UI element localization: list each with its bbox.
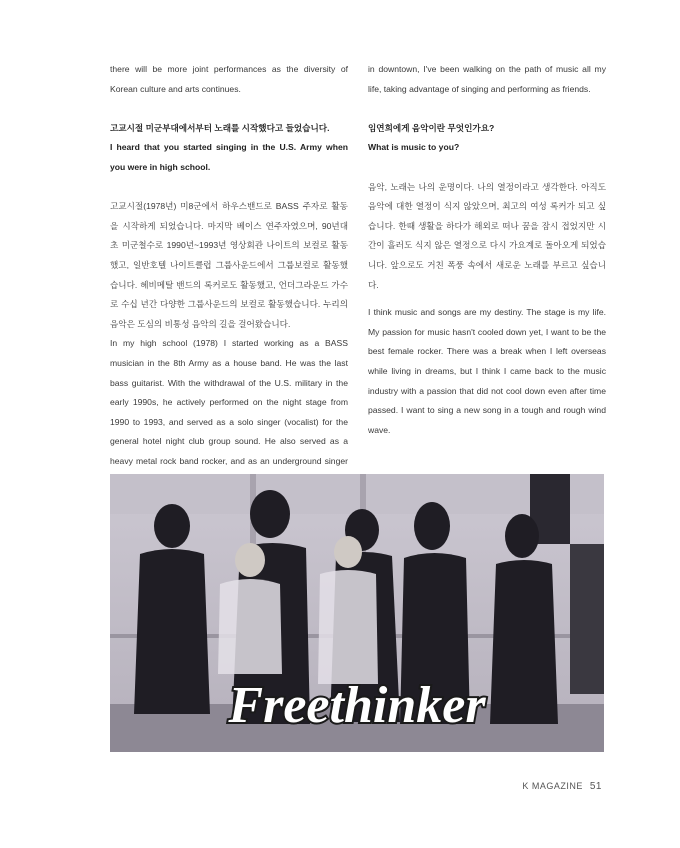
answer-english: I think music and songs are my destiny. The stage is my life. My passion for music hasn't cooled down yet, I want to be the best female rocker. There was a break when I left overseas while living in dreams, but I think I came back to the music industry with a passion that did not cool down even after time passed. I want to sing a new song in a tough and rough wind wave. [368, 307, 606, 435]
question-korean: 임연희에게 음악이란 무엇인가요? [368, 122, 495, 133]
freethinker-logo [110, 474, 604, 752]
right-column [368, 60, 606, 440]
magazine-name: K MAGAZINE [522, 781, 583, 791]
answer-english-continued: in downtown, I've been walking on the path of music all my life, taking advantage of singing and performing as friends. [368, 64, 606, 94]
question-english: What is music to you? [368, 142, 460, 153]
question-korean: 고교시절 미군부대에서부터 노래를 시작했다고 들었습니다. [110, 122, 330, 133]
left-column [110, 60, 348, 491]
page-footer [522, 781, 602, 792]
svg-text:Freethinker: Freethinker [228, 677, 486, 734]
question-english: I heard that you started singing in the U.S. Army when you were in high school. [110, 142, 348, 172]
answer-korean: 음악, 노래는 나의 운명이다. 나의 열정이라고 생각한다. 아직도 음악에 대한 열정이 식지 않았으며, 최고의 여성 록커가 되고 싶습니다. 한때 생활을 하다가 해외로 떠나 꿈을 잠시 접었지만 시간이 흘러도 식지 않은 열정으로 다시 가요계로 돌아오게 되었습니다. 앞으로도 거친 폭풍 속에서 새로운 노래를 부르고 싶습니다. [368, 181, 606, 290]
answer-english: In my high school (1978) I started working as a BASS musician in the 8th Army as a house band. He was the last bass guitarist. With the withdrawal of the U.S. military in the early 1990s, he actively performed on the night stage from 1990 to 1993, and served as a solo singer (vocalist) for the general hotel night club group sound. He also served as a heavy metal rock band rocker, and as an underground singer [110, 338, 348, 466]
page-number: 51 [589, 781, 602, 792]
paragraph-intro-continued: there will be more joint performances as the diversity of Korean culture and arts continues. [110, 64, 348, 94]
answer-korean: 고교시절(1978년) 미8군에서 하우스밴드로 BASS 주자로 활동을 시작하게 되었습니다. 마지막 베이스 연주자였으며, 90년대 초 미군철수로 1990년~1993년 영상회관 나이트의 보컬로 활동했고, 일반호텔 나이트클럽 그룹사운드에서 그룹보컬로 활동했습니다. 헤비메탈 밴드의 록커로도 활동했고, 언더그라운드 가수로 수십 년간 다양한 그룹사운드의 보컬로 활동했습니다. 누리의 음악은 도심의 비통성 음악의 길을 걸어왔습니다. [110, 201, 348, 329]
